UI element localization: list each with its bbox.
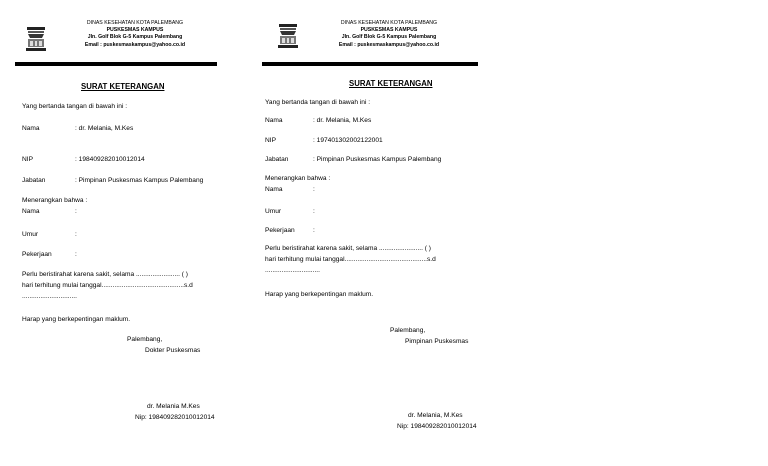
- rest-line-3: ..............................: [265, 267, 320, 274]
- rest-line-3: ..............................: [22, 293, 77, 300]
- pekerjaan-value: :: [313, 227, 315, 234]
- rest-line-1: Perlu beristirahat karena sakit, selama ........................ ( ): [265, 245, 431, 252]
- letterhead-name: PUSKESMAS KAMPUS: [106, 27, 164, 34]
- letterhead-email: Email : puskesmaskampus@yahoo.co.id: [338, 41, 440, 48]
- jabatan-label: Jabatan: [22, 177, 46, 184]
- letterhead-rule: [15, 62, 217, 66]
- letterhead-name: PUSKESMAS KAMPUS: [360, 27, 418, 34]
- signer-nip: Nip: 198409282010012014: [135, 414, 215, 421]
- rest-line-2: hari terhitung mulai tanggal.............................................s.d: [265, 256, 436, 263]
- patient-nama-label: Nama: [265, 186, 283, 193]
- rest-line-2: hari terhitung mulai tanggal.............................................s.d: [22, 282, 193, 289]
- nip-label: NIP: [22, 156, 33, 163]
- nama-value: : dr. Melania, M.Kes: [313, 117, 372, 124]
- jabatan-value: : Pimpinan Puskesmas Kampus Palembang: [313, 156, 442, 163]
- nip-label: NIP: [265, 137, 276, 144]
- intro-text: Yang bertanda tangan di bawah ini :: [22, 103, 128, 110]
- umur-value: :: [75, 231, 77, 238]
- patient-nama-label: Nama: [22, 208, 40, 215]
- signature-place: Palembang,: [390, 327, 426, 334]
- signer-title: Dokter Puskesmas: [145, 347, 201, 354]
- patient-nama-value: :: [75, 208, 77, 215]
- nama-label: Nama: [265, 117, 283, 124]
- nama-label: Nama: [22, 125, 40, 132]
- signer-name: dr. Melania, M.Kes: [408, 412, 463, 419]
- letterhead-agency: DINAS KESEHATAN KOTA PALEMBANG: [340, 20, 438, 26]
- nip-value: : 198409282010012014: [75, 156, 145, 163]
- jabatan-label: Jabatan: [265, 156, 289, 163]
- signer-name: dr. Melania M.Kes: [147, 403, 200, 410]
- puskesmas-logo: [277, 22, 299, 50]
- pekerjaan-label: Pekerjaan: [265, 227, 295, 234]
- letterhead-agency: DINAS KESEHATAN KOTA PALEMBANG: [86, 20, 184, 26]
- pekerjaan-value: :: [75, 251, 77, 258]
- umur-label: Umur: [265, 208, 282, 215]
- signer-nip: Nip: 198409282010012014: [397, 423, 477, 430]
- menerangkan-text: Menerangkan bahwa :: [22, 197, 88, 204]
- closing-text: Harap yang berkepentingan maklum.: [22, 316, 131, 323]
- umur-label: Umur: [22, 231, 39, 238]
- umur-value: :: [313, 208, 315, 215]
- letter-title: SURAT KETERANGAN: [81, 82, 165, 91]
- letterhead: [309, 20, 469, 49]
- signature-place: Palembang,: [127, 336, 163, 343]
- letterhead: [55, 20, 215, 49]
- letterhead-address: Jln. Golf Blok G-5 Kampus Palembang: [341, 34, 437, 41]
- nip-value: : 197401302002122001: [313, 137, 383, 144]
- closing-text: Harap yang berkepentingan maklum.: [265, 291, 374, 298]
- signer-title: Pimpinan Puskesmas: [405, 338, 469, 345]
- pekerjaan-label: Pekerjaan: [22, 251, 52, 258]
- nama-value: : dr. Melania, M.Kes: [75, 125, 134, 132]
- rest-line-1: Perlu beristirahat karena sakit, selama ........................ ( ): [22, 271, 188, 278]
- patient-nama-value: :: [313, 186, 315, 193]
- letterhead-email: Email : puskesmaskampus@yahoo.co.id: [84, 41, 186, 48]
- letterhead-rule: [262, 62, 478, 66]
- menerangkan-text: Menerangkan bahwa :: [265, 175, 331, 182]
- puskesmas-logo: [25, 25, 47, 53]
- letter-right: [262, 0, 482, 466]
- intro-text: Yang bertanda tangan di bawah ini :: [265, 99, 371, 106]
- letterhead-address: Jln. Golf Blok G-5 Kampus Palembang: [87, 34, 183, 41]
- letter-title: SURAT KETERANGAN: [349, 79, 433, 88]
- jabatan-value: : Pimpinan Puskesmas Kampus Palembang: [75, 177, 204, 184]
- letter-left: [15, 0, 225, 466]
